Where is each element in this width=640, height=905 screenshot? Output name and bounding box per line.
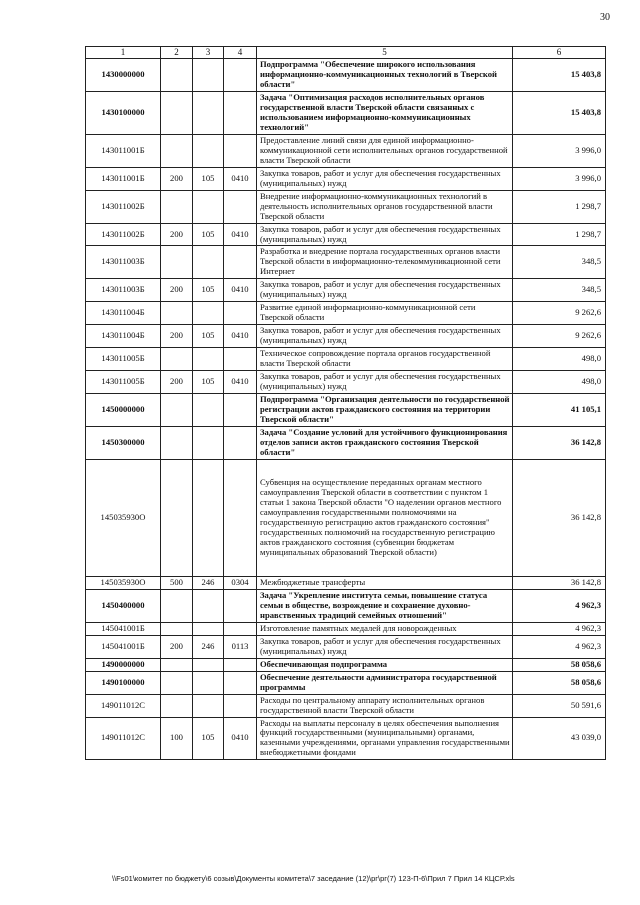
description-cell: Изготовление памятных медалей для новорожденных	[257, 622, 513, 635]
amount-cell: 3 996,0	[513, 167, 606, 190]
department-cell	[193, 459, 224, 576]
expense-type-cell	[161, 671, 193, 694]
section-cell: 0410	[224, 279, 257, 302]
amount-cell: 498,0	[513, 348, 606, 371]
amount-cell: 348,5	[513, 279, 606, 302]
amount-cell: 15 403,8	[513, 91, 606, 134]
expense-type-cell	[161, 459, 193, 576]
description-cell: Закупка товаров, работ и услуг для обеспечения государственных (муниципальных) нужд	[257, 167, 513, 190]
section-cell	[224, 91, 257, 134]
description-cell: Техническое сопровождение портала органов государственной власти Тверской области	[257, 348, 513, 371]
description-cell: Подпрограмма "Обеспечение широкого использования информационно-коммуникационных технологий в Тверской области"	[257, 59, 513, 92]
department-cell	[193, 426, 224, 459]
classification-code-cell: 1450400000	[86, 589, 161, 622]
description-cell: Закупка товаров, работ и услуг для обеспечения государственных (муниципальных) нужд	[257, 223, 513, 246]
section-cell	[224, 302, 257, 325]
expense-type-cell: 200	[161, 279, 193, 302]
section-cell: 0410	[224, 325, 257, 348]
classification-code-cell: 1450300000	[86, 426, 161, 459]
table-row	[86, 589, 606, 622]
expense-type-cell	[161, 134, 193, 167]
department-cell	[193, 348, 224, 371]
classification-code-cell: 149011012С	[86, 717, 161, 760]
amount-cell: 41 105,1	[513, 394, 606, 427]
amount-cell: 3 996,0	[513, 134, 606, 167]
table-row	[86, 302, 606, 325]
department-cell	[193, 59, 224, 92]
expense-type-cell	[161, 622, 193, 635]
section-cell: 0410	[224, 223, 257, 246]
table-row	[86, 134, 606, 167]
department-cell	[193, 246, 224, 279]
expense-type-cell	[161, 589, 193, 622]
department-cell	[193, 671, 224, 694]
description-cell: Закупка товаров, работ и услуг для обеспечения государственных (муниципальных) нужд	[257, 325, 513, 348]
section-cell	[224, 134, 257, 167]
description-cell: Обеспечение деятельности администратора государственной программы	[257, 671, 513, 694]
description-cell: Развитие единой информационно-коммуникационной сети Тверской области	[257, 302, 513, 325]
header-cell: 3	[193, 47, 224, 59]
department-cell: 105	[193, 371, 224, 394]
amount-cell: 9 262,6	[513, 325, 606, 348]
table-row	[86, 223, 606, 246]
file-path-footer: \\Fs01\комитет по бюджету\6 созыв\Документы комитета\7 заседание (12)\рг\рг(7) 123-П-6\Прил 7 Прил 14 КЦСР.xls	[112, 874, 515, 883]
department-cell	[193, 394, 224, 427]
classification-code-cell: 143011004Б	[86, 325, 161, 348]
table-row	[86, 91, 606, 134]
section-cell: 0410	[224, 717, 257, 760]
department-cell: 246	[193, 635, 224, 658]
table-row	[86, 190, 606, 223]
table-row	[86, 658, 606, 671]
amount-cell: 36 142,8	[513, 426, 606, 459]
classification-code-cell: 143011001Б	[86, 134, 161, 167]
expense-type-cell	[161, 190, 193, 223]
expense-type-cell	[161, 694, 193, 717]
description-cell: Внедрение информационно-коммуникационных технологий в деятельность исполнительных органов государственной власти Тверской области	[257, 190, 513, 223]
section-cell	[224, 348, 257, 371]
amount-cell: 4 962,3	[513, 635, 606, 658]
table-row	[86, 59, 606, 92]
description-cell: Закупка товаров, работ и услуг для обеспечения государственных (муниципальных) нужд	[257, 371, 513, 394]
department-cell: 105	[193, 167, 224, 190]
table-row	[86, 394, 606, 427]
description-cell: Предоставление линий связи для единой информационно-коммуникационной сети исполнительных органов государственной власти Тверской области	[257, 134, 513, 167]
header-cell: 1	[86, 47, 161, 59]
section-cell	[224, 694, 257, 717]
table-row	[86, 325, 606, 348]
classification-code-cell: 143011004Б	[86, 302, 161, 325]
department-cell	[193, 658, 224, 671]
section-cell	[224, 459, 257, 576]
classification-code-cell: 1490000000	[86, 658, 161, 671]
section-cell	[224, 589, 257, 622]
expense-type-cell: 200	[161, 635, 193, 658]
department-cell	[193, 91, 224, 134]
table-row	[86, 622, 606, 635]
section-cell	[224, 658, 257, 671]
classification-code-cell: 143011002Б	[86, 223, 161, 246]
header-cell: 6	[513, 47, 606, 59]
description-cell: Межбюджетные трансферты	[257, 576, 513, 589]
header-cell: 5	[257, 47, 513, 59]
classification-code-cell: 1450000000	[86, 394, 161, 427]
section-cell	[224, 59, 257, 92]
table-row	[86, 635, 606, 658]
section-cell	[224, 426, 257, 459]
classification-code-cell: 143011005Б	[86, 348, 161, 371]
table-row	[86, 576, 606, 589]
description-cell: Разработка и внедрение портала государственных органов власти Тверской области в информационно-телекоммуникационной сети Интернет	[257, 246, 513, 279]
expense-type-cell	[161, 246, 193, 279]
classification-code-cell: 145041001Б	[86, 622, 161, 635]
classification-code-cell: 145035930О	[86, 459, 161, 576]
header-cell: 4	[224, 47, 257, 59]
department-cell: 105	[193, 279, 224, 302]
description-cell: Субвенция на осуществление переданных органам местного самоуправления Тверской области в соответствии с пунктом 1 статьи 1 закона Тверской области "О наделении органов местного самоуправления государственными полномочиями на государственную регистрацию актов гражданского состояния" государственных полномочий на государственную регистрацию актов гражданского состояния (субвенции бюджетам муниципальных образований Тверской области)	[257, 459, 513, 576]
department-cell	[193, 694, 224, 717]
classification-code-cell: 1430100000	[86, 91, 161, 134]
expense-type-cell	[161, 426, 193, 459]
table-row	[86, 426, 606, 459]
description-cell: Расходы по центральному аппарату исполнительных органов государственной власти Тверской области	[257, 694, 513, 717]
classification-code-cell: 143011003Б	[86, 279, 161, 302]
table-row	[86, 246, 606, 279]
section-cell: 0304	[224, 576, 257, 589]
classification-code-cell: 1430000000	[86, 59, 161, 92]
expense-type-cell	[161, 348, 193, 371]
section-cell	[224, 622, 257, 635]
amount-cell: 15 403,8	[513, 59, 606, 92]
expense-type-cell: 200	[161, 167, 193, 190]
expense-type-cell	[161, 59, 193, 92]
expense-type-cell	[161, 91, 193, 134]
department-cell	[193, 302, 224, 325]
page-number: 30	[600, 12, 610, 23]
section-cell	[224, 190, 257, 223]
amount-cell: 9 262,6	[513, 302, 606, 325]
description-cell: Задача "Оптимизация расходов исполнительных органов государственной власти Тверской области связанных с использованием информационно-коммуникационных технологий"	[257, 91, 513, 134]
header-cell: 2	[161, 47, 193, 59]
classification-code-cell: 149011012С	[86, 694, 161, 717]
amount-cell: 36 142,8	[513, 576, 606, 589]
description-cell: Задача "Создание условий для устойчивого функционирования отделов записи актов гражданского состояния Тверской области"	[257, 426, 513, 459]
expense-type-cell: 500	[161, 576, 193, 589]
table-row	[86, 167, 606, 190]
description-cell: Подпрограмма "Организация деятельности по государственной регистрации актов гражданского состояния на территории Тверской области"	[257, 394, 513, 427]
amount-cell: 498,0	[513, 371, 606, 394]
department-cell: 246	[193, 576, 224, 589]
section-cell: 0410	[224, 371, 257, 394]
expense-type-cell: 200	[161, 371, 193, 394]
description-cell: Задача "Укрепление института семьи, повышение статуса семьи в обществе, возрождение и сохранение духовно-нравственных традиций семейных отношений"	[257, 589, 513, 622]
budget-table	[85, 46, 606, 760]
department-cell: 105	[193, 717, 224, 760]
department-cell: 105	[193, 325, 224, 348]
section-cell: 0113	[224, 635, 257, 658]
description-cell: Обеспечивающая подпрограмма	[257, 658, 513, 671]
expense-type-cell	[161, 658, 193, 671]
description-cell: Закупка товаров, работ и услуг для обеспечения государственных (муниципальных) нужд	[257, 279, 513, 302]
amount-cell: 1 298,7	[513, 223, 606, 246]
amount-cell: 58 058,6	[513, 671, 606, 694]
table-row	[86, 348, 606, 371]
department-cell	[193, 589, 224, 622]
table-row	[86, 459, 606, 576]
amount-cell: 4 962,3	[513, 589, 606, 622]
classification-code-cell: 145035930О	[86, 576, 161, 589]
description-cell: Закупка товаров, работ и услуг для обеспечения государственных (муниципальных) нужд	[257, 635, 513, 658]
amount-cell: 1 298,7	[513, 190, 606, 223]
amount-cell: 348,5	[513, 246, 606, 279]
classification-code-cell: 143011003Б	[86, 246, 161, 279]
section-cell: 0410	[224, 167, 257, 190]
table-body	[86, 59, 606, 760]
table-row	[86, 717, 606, 760]
classification-code-cell: 143011001Б	[86, 167, 161, 190]
expense-type-cell	[161, 302, 193, 325]
amount-cell: 4 962,3	[513, 622, 606, 635]
table-row	[86, 371, 606, 394]
description-cell: Расходы на выплаты персоналу в целях обеспечения выполнения функций государственными (муниципальными) органами, казенными учреждениями, органами управления государственными внебюджетными фондами	[257, 717, 513, 760]
header-row	[86, 47, 606, 59]
department-cell	[193, 134, 224, 167]
expense-type-cell: 200	[161, 325, 193, 348]
expense-type-cell: 100	[161, 717, 193, 760]
amount-cell: 43 039,0	[513, 717, 606, 760]
classification-code-cell: 143011002Б	[86, 190, 161, 223]
department-cell	[193, 622, 224, 635]
amount-cell: 36 142,8	[513, 459, 606, 576]
table-row	[86, 694, 606, 717]
amount-cell: 50 591,6	[513, 694, 606, 717]
classification-code-cell: 143011005Б	[86, 371, 161, 394]
table-row	[86, 279, 606, 302]
section-cell	[224, 246, 257, 279]
department-cell	[193, 190, 224, 223]
expense-type-cell	[161, 394, 193, 427]
table-row	[86, 671, 606, 694]
expense-type-cell: 200	[161, 223, 193, 246]
section-cell	[224, 671, 257, 694]
section-cell	[224, 394, 257, 427]
classification-code-cell: 145041001Б	[86, 635, 161, 658]
amount-cell: 58 058,6	[513, 658, 606, 671]
department-cell: 105	[193, 223, 224, 246]
classification-code-cell: 1490100000	[86, 671, 161, 694]
